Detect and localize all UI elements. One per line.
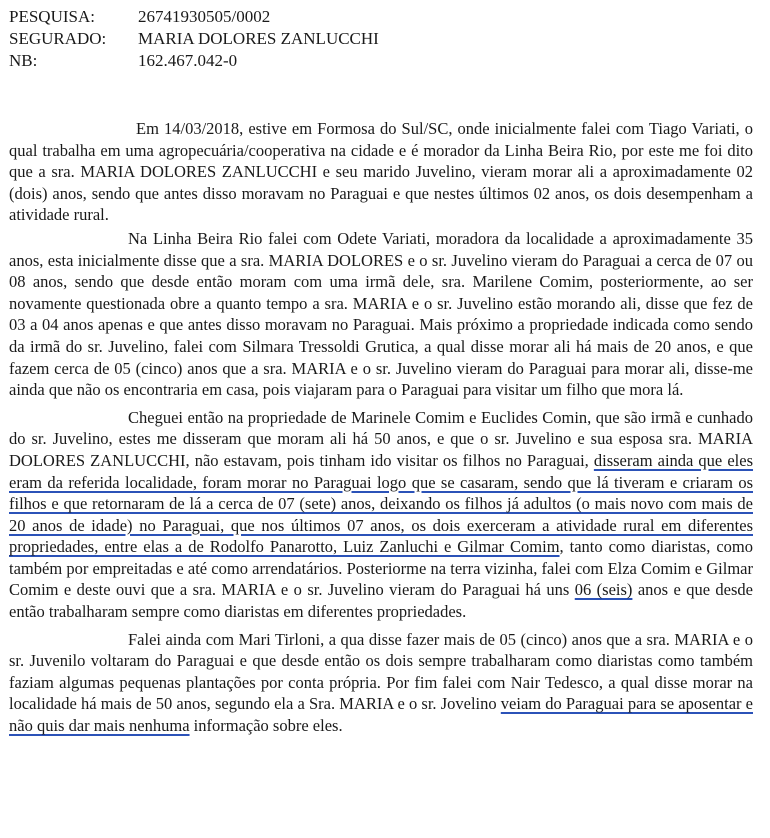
paragraph-text: Falei ainda com Mari Tirloni, a qua disse fazer mais de 05 (cinco) anos que a sra. MARIA e o sr. Juvenilo voltaram do Paraguai e que desde então os dois sempre trabalharam como diaristas como também faziam algumas pequenas plantações por conta própria. Por fim falei com Nair Tedesco, a qual disse morar na localidade há mais de 50 anos, segundo ela a Sra. MARIA e o sr. Jovelino	[9, 629, 753, 714]
report-body	[9, 118, 753, 739]
header-label: NB:	[9, 51, 38, 70]
paragraph-odete-variati: Na Linha Beira Rio falei com Odete Variati, moradora da localidade a aproximadamente 35 anos, esta inicialmente disse que a sra. MARIA DOLORES e o sr. Juvelino vieram do Paraguai a cerca de 07 ou 08 anos, sendo que desde então moram com uma irmã dele, sra. Marilene Comim, posteriormente, ao ser novamente questionada obre a quanto tempo a sra. MARIA e o sr. Juvelino estão morando ali, disse que fez de 03 a 04 anos apenas e que antes disso moravam no Paraguai. Mais próximo a propriedade indicada como sendo da irmã do sr. Juvelino, falei com Silmara Tressoldi Grutica, a qual disse morar ali há mais de 20 anos, e que fazem cerca de 05 (cinco) anos que a sra. MARIA e o sr. Juvelino vieram do Paraguai para morar ali, disse-me ainda que não os encontraria em casa, pois viajaram para o Paraguai para visitar um filho que mora lá.	[9, 228, 753, 400]
header-row-pesquisa	[9, 6, 379, 28]
paragraph-text: , tanto como diaristas, como também por empreitadas e até como arrendatários. Posteriorme na terra vizinha, falei com Elza Comim e Gilmar Comim e deste ouvi que a sra. MARIA e o sr. Juvelino vieram do Paraguai há uns	[9, 537, 753, 600]
header-label: SEGURADO:	[9, 29, 107, 48]
paragraph-marinele-comim	[9, 407, 753, 623]
paragraph-text: informação sobre eles.	[189, 716, 343, 736]
header-row-segurado	[9, 28, 379, 50]
paragraph-mari-tirloni	[9, 629, 753, 737]
pen-underlined-text: veiam do Paraguai para se aposentar e não quis dar mais nenhuma	[9, 694, 753, 736]
header-value: 162.467.042-0	[138, 51, 238, 70]
header-value: 26741930505/0002	[138, 7, 271, 26]
paragraph-tiago-variati: Em 14/03/2018, estive em Formosa do Sul/SC, onde inicialmente falei com Tiago Variati, o qual trabalha em uma agropecuária/cooperativa na cidade e é morador da Linha Beira Rio, por este me foi dito que a sra. MARIA DOLORES ZANLUCCHI e seu marido Juvelino, vieram morar ali a aproximadamente 02 (dois) anos, sendo que antes disso moravam no Paraguai e que nestes últimos 02 anos, os dois desempenham a atividade rural.	[9, 119, 753, 225]
pen-underlined-text: 06 (seis)	[574, 580, 633, 600]
header-value: MARIA DOLORES ZANLUCCHI	[138, 29, 379, 48]
header-row-nb	[9, 50, 379, 72]
paragraph-text: anos e que desde então trabalharam sempre como diaristas em diferentes propriedades.	[9, 580, 753, 622]
document-header	[9, 6, 379, 72]
pen-underlined-text: disseram ainda que eles eram da referida localidade, foram morar no Paraguai logo que se casaram, sendo que lá tiveram e criaram os filhos e que retornaram de lá a cerca de 07 (sete) anos, deixando os filhos já adultos (o mais novo com mais de 20 anos de idade) no Paraguai, que nos últimos 07 anos, os dois exerceram a atividade rural em diferentes propriedades, entre elas a de Rodolfo Panarotto, Luiz Zanluchi e Gilmar Comim	[9, 450, 754, 557]
header-label: PESQUISA:	[9, 7, 95, 26]
paragraph-text: Cheguei então na propriedade de Marinele Comim e Euclides Comin, que são irmã e cunhado do sr. Juvelino, estes me disseram que moram ali há 50 anos, e que o sr. Juvelino e sua esposa sra. MARIA DOLORES ZANLUCCHI, não estavam, pois tinham ido visitar os filhos no Paraguai,	[9, 407, 753, 470]
